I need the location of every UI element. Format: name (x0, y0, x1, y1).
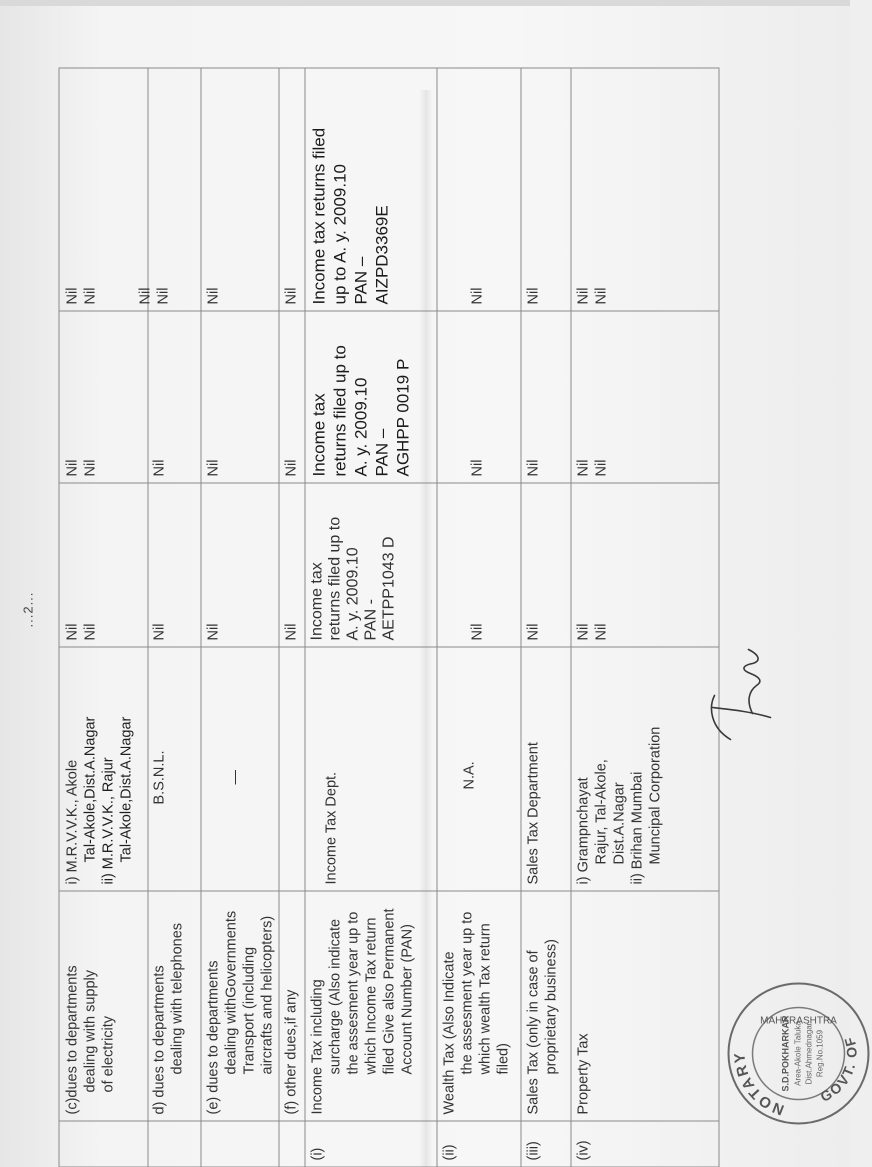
cell-line: i) Grampnchayat (575, 776, 591, 884)
cell-line: (ii) (441, 1143, 457, 1160)
cell-line: (c)dues to departments (64, 964, 80, 1114)
cell-line: Nil (82, 287, 98, 304)
cell-line: Nil (82, 623, 98, 640)
cell-line: A. y. 2009.10 (344, 546, 361, 640)
cell-line: (e) dues to departments (205, 960, 221, 1114)
table-cell-col-b (59, 311, 147, 483)
table-cell-authority (436, 647, 520, 891)
cell-line: Nil (283, 287, 299, 304)
cell-line: Property Tax (575, 1032, 591, 1114)
table-cell-col-b (200, 311, 278, 483)
table-cell-description (200, 891, 278, 1121)
cell-line: up to A. y. 2009.10 (330, 163, 349, 304)
cell-line: Rajur, Tal-Akole, (593, 758, 609, 864)
signature (700, 627, 790, 747)
table-cell-authority (146, 647, 200, 891)
table-cell-serial (436, 1121, 520, 1167)
table-cell-col-c (200, 67, 278, 311)
stamp-name: S.D.POKHARKAR (780, 1014, 790, 1092)
cell-line: aircrafts and helicopters) (259, 915, 275, 1074)
cell-line: i) M.R.V.V.K., Akole (64, 759, 80, 884)
table-row (58, 67, 148, 1167)
cell-line: the assesment year up to (459, 911, 475, 1074)
cell-line: Sales Tax Department (525, 741, 541, 884)
cell-line: of electricity (100, 1015, 116, 1092)
table-cell-serial (278, 1121, 304, 1167)
cell-line: Nil (64, 459, 80, 476)
cell-line: which wealth Tax return (477, 922, 493, 1074)
table-cell-serial (200, 1121, 278, 1167)
table-cell-col-b (278, 311, 304, 483)
table-cell-authority (200, 647, 278, 891)
table-cell-col-c (304, 67, 436, 311)
cell-line: Nil (205, 287, 221, 304)
table-cell-col-b (304, 311, 436, 483)
cell-line: Nil (575, 623, 591, 640)
cell-line: Nil (151, 459, 167, 476)
svg-text:NOTARY (731, 1050, 786, 1118)
cell-line: (iv) (575, 1139, 591, 1160)
cell-line: Muncipal Corporation (647, 726, 663, 864)
cell-line: Income Tax including (309, 978, 325, 1114)
dues-table (58, 67, 718, 1167)
cell-line: Nil (469, 459, 485, 476)
table-cell-serial (304, 1121, 436, 1167)
cell-line: PAN - (362, 598, 379, 640)
table-cell-authority (520, 647, 570, 891)
cell-line: PAN – (372, 428, 391, 476)
cell-line: A. y. 2009.10 (351, 377, 370, 476)
cell-line: B.S.N.L. (151, 750, 167, 804)
cell-line: Dist.A.Nagar (611, 781, 627, 864)
cell-line: Nil (593, 287, 609, 304)
table-cell-description (570, 891, 718, 1121)
table-cell-serial (570, 1121, 718, 1167)
cell-line: N.A. (461, 760, 477, 789)
cell-line: Income tax returns filed (309, 127, 328, 304)
cell-line: returns filed up to (330, 344, 349, 476)
table-cell-col-c (436, 67, 520, 311)
table-cell-col-a (278, 483, 304, 647)
table-cell-col-a (146, 483, 200, 647)
cell-line: dealing with supply (82, 969, 98, 1092)
cell-line: ii) Brihan Mumbai (629, 771, 645, 884)
table-cell-serial (59, 1121, 147, 1167)
table-cell-col-b (146, 311, 200, 483)
cell-line: AETPP1043 D (380, 535, 397, 640)
cell-line: Nil (525, 287, 541, 304)
cell-line: Nil (575, 287, 591, 304)
cell-line: Nil (64, 287, 80, 304)
cell-line: AGHPP 0019 P (393, 358, 412, 476)
table-cell-col-c (570, 67, 718, 311)
cell-line: (i) (309, 1147, 325, 1160)
cell-line: Wealth Tax (Also Indicate (441, 950, 457, 1114)
cell-line: returns filed up to (326, 516, 343, 640)
cell-line: (f) other dues,if any (283, 989, 299, 1114)
cell-line: Tal-Akole,Dist.A.Nagar (82, 716, 98, 862)
cell-line: Income Tax Dept. (323, 771, 339, 884)
table-cell-col-c (278, 67, 304, 311)
table-cell-col-a (570, 483, 718, 647)
table-cell-authority (278, 647, 304, 891)
table-row (304, 67, 437, 1167)
cell-line: surcharge (Also indicate (327, 918, 343, 1074)
cell-line: Nil (283, 623, 299, 640)
cell-line: Transport (including (241, 946, 257, 1074)
stamp-area: Area-Akole Taluka (793, 1020, 802, 1086)
table-row (137, 67, 201, 1167)
cell-line: Account Number (PAN) (399, 923, 415, 1074)
cell-line: (iii) (525, 1140, 541, 1160)
table-cell-col-a (200, 483, 278, 647)
cell-line: Nil (525, 459, 541, 476)
cell-line: the assesment year up to (345, 911, 361, 1074)
cell-line: Nil (575, 459, 591, 476)
table-cell-col-c (59, 67, 147, 311)
table-cell-serial (520, 1121, 570, 1167)
cell-line: proprietary business) (543, 938, 559, 1074)
cell-line: Income tax (309, 392, 328, 476)
cell-line: dealing with telephones (169, 922, 185, 1074)
cell-line: Tal-Akole,Dist.A.Nagar (118, 716, 134, 862)
cell-line: Sales Tax (only in case of (525, 949, 541, 1114)
table-row (278, 67, 305, 1167)
table-cell-authority (304, 647, 436, 891)
stamp-top-text: NOTARY (730, 1050, 786, 1118)
table-cell-col-b (436, 311, 520, 483)
table-cell-col-a (304, 483, 436, 647)
cell-line: Nil (82, 459, 98, 476)
table-cell-authority (59, 647, 147, 891)
table-cell-description (278, 891, 304, 1121)
cell-line: filed Give also Permanent (381, 907, 397, 1074)
cell-line: filed) (495, 1042, 511, 1074)
cell-line: Income tax (308, 561, 325, 640)
table-cell-description (146, 891, 200, 1121)
table-cell-description (436, 891, 520, 1121)
stamp-bottom-text: GOVT. OF (817, 1033, 860, 1105)
cell-line: Nil (593, 459, 609, 476)
cell-line: Nil (525, 623, 541, 640)
cell-line: Nil (205, 623, 221, 640)
cell-line: Nil (205, 459, 221, 476)
table-row (570, 67, 719, 1167)
table-cell-description (520, 891, 570, 1121)
cell-line: which Income Tax return (363, 917, 379, 1074)
cell-line: Nil (155, 287, 171, 304)
table-cell-col-b (520, 311, 570, 483)
cell-line: dealing withGovernments (223, 910, 239, 1074)
stamp-reg: Reg.No.1059 (815, 1029, 824, 1077)
stamp-district: Dist.Ahmednagar (804, 1022, 813, 1084)
cell-line: PAN – (351, 256, 370, 304)
cell-line: Nil (469, 287, 485, 304)
table-cell-serial (146, 1121, 200, 1167)
notary-stamp (724, 979, 872, 1127)
cell-line: AIZPD3369E (372, 204, 391, 304)
table-row (520, 67, 571, 1167)
page-number: ...2... (20, 591, 35, 627)
table-cell-col-a (520, 483, 570, 647)
table-cell-description (59, 891, 147, 1121)
cell-line: — (227, 769, 243, 784)
table-row (436, 67, 521, 1167)
cell-line: Nil (469, 623, 485, 640)
cell-line: Nil (151, 623, 167, 640)
cell-line: Nil (593, 623, 609, 640)
cell-line: Nil (64, 623, 80, 640)
cell-line: ii) M.R.V.V.K., Rajur (100, 756, 116, 884)
table-cell-col-a (59, 483, 147, 647)
stamp-right-text: MAHARASHTRA (759, 1015, 837, 1026)
table-cell-col-c (520, 67, 570, 311)
table-cell-col-b (570, 311, 718, 483)
cell-line: d) dues to departments (151, 964, 167, 1114)
table-row (200, 67, 279, 1167)
table-cell-col-a (436, 483, 520, 647)
cell-line: Nil (137, 287, 153, 304)
table-cell-description (304, 891, 436, 1121)
table-cell-authority (570, 647, 718, 891)
table-cell-col-c (137, 67, 200, 311)
cell-line: Nil (283, 459, 299, 476)
